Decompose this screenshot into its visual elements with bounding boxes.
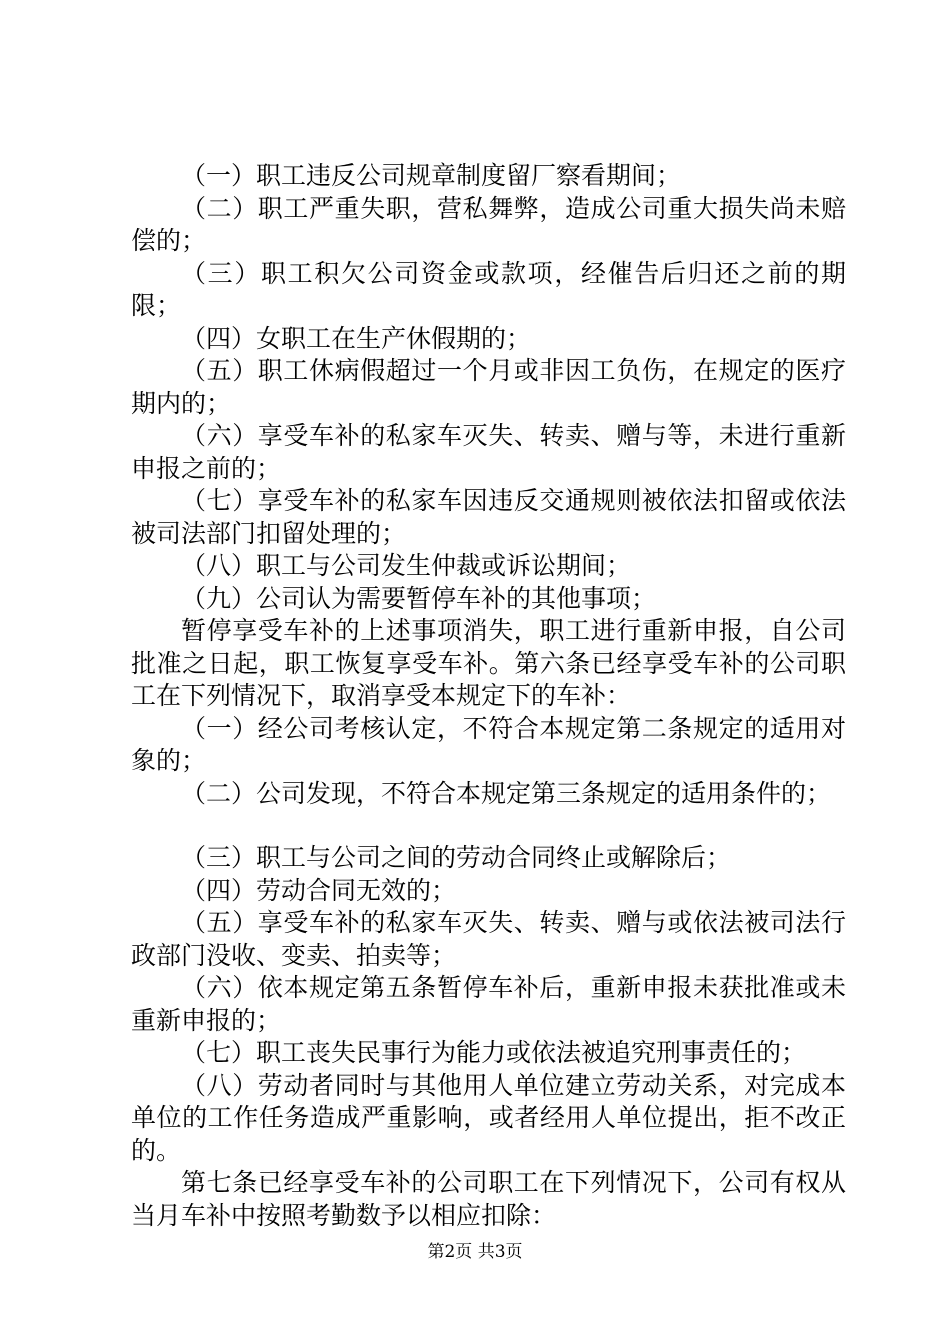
paragraph-8: （八）职工与公司发生仲裁或诉讼期间； — [181, 551, 632, 580]
paragraph-2: （二）职工严重失职，营私舞弊，造成公司重大损失尚未赔偿的； — [131, 193, 846, 255]
paragraph-17: （七）职工丧失民事行为能力或依法被追究刑事责任的； — [181, 1038, 807, 1067]
paragraph-16: （六）依本规定第五条暂停车补后，重新申报未获批准或未重新申报的； — [131, 973, 846, 1035]
paragraph-5: （五）职工休病假超过一个月或非因工负伤，在规定的医疗期内的； — [131, 356, 846, 418]
paragraph-15: （五）享受车补的私家车灭失、转卖、赠与或依法被司法行政部门没收、变卖、拍卖等； — [131, 908, 846, 970]
paragraph-10: 暂停享受车补的上述事项消失，职工进行重新申报，自公司批准之日起，职工恢复享受车补。第六条已经享受车补的公司职工在下列情况下，取消享受本规定下的车补： — [131, 616, 846, 710]
paragraph-4: （四）女职工在生产休假期的； — [181, 323, 532, 353]
paragraph-14: （四）劳动合同无效的； — [181, 875, 457, 905]
document-body — [131, 160, 846, 1232]
paragraph-1: （一）职工违反公司规章制度留厂察看期间； — [181, 161, 682, 190]
paragraph-19: 第七条已经享受车补的公司职工在下列情况下，公司有权从当月车补中按照考勤数予以相应扣除： — [131, 1168, 846, 1230]
paragraph-6: （六）享受车补的私家车灭失、转卖、赠与等，未进行重新申报之前的； — [131, 421, 846, 483]
paragraph-9: （九）公司认为需要暂停车补的其他事项； — [181, 583, 657, 613]
paragraph-18: （八）劳动者同时与其他用人单位建立劳动关系，对完成本单位的工作任务造成严重影响，或者经用人单位提出，拒不改正的。 — [131, 1070, 846, 1165]
paragraph-13: （三）职工与公司之间的劳动合同终止或解除后； — [181, 843, 732, 872]
paragraph-3: （三）职工积欠公司资金或款项，经催告后归还之前的期限； — [131, 258, 846, 320]
paragraph-11: （一）经公司考核认定，不符合本规定第二条规定的适用对象的； — [131, 713, 846, 775]
paragraph-7: （七）享受车补的私家车因违反交通规则被依法扣留或依法被司法部门扣留处理的； — [131, 486, 846, 548]
page-number: 第2页 共3页 — [427, 1242, 523, 1262]
page-footer — [0, 1241, 950, 1263]
paragraph-12: （二）公司发现，不符合本规定第三条规定的适用条件的； — [181, 778, 832, 808]
